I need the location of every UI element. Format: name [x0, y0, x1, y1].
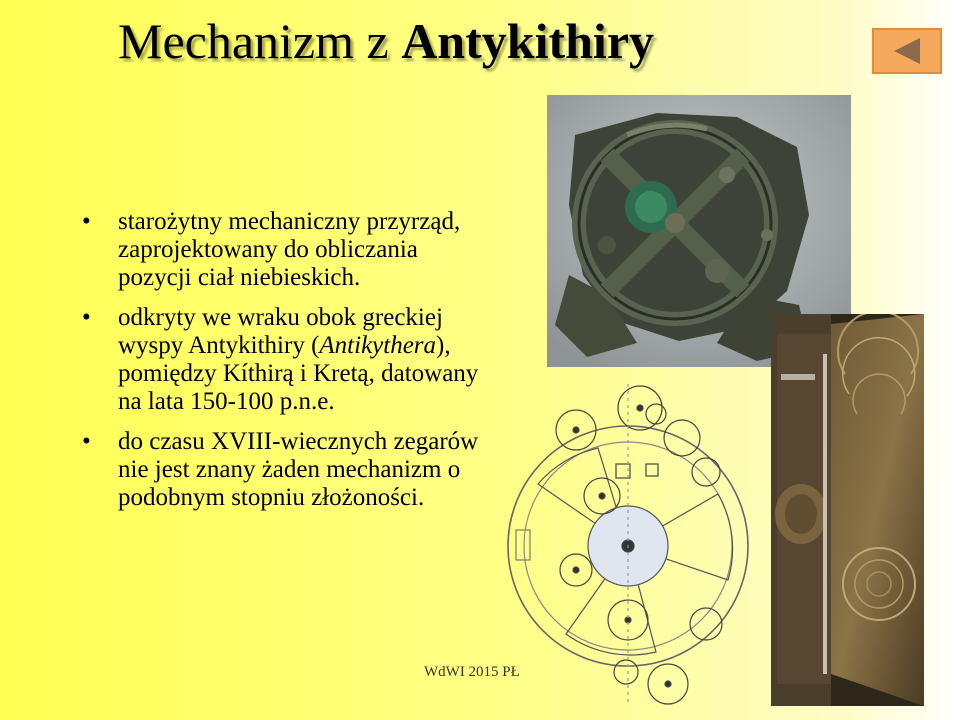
bullet-list [80, 208, 480, 524]
title-regular: Mechanizm z [118, 13, 402, 69]
mechanism-replica-photo [771, 314, 924, 706]
title-bold: Antykithiry [401, 13, 655, 69]
bullet-item: • do czasu XVIII-wiecznych zegarów nie jest znany żaden mechanizm o podobnym stopniu złożoności. [80, 428, 480, 512]
bullet-item: • starożytny mechaniczny przyrząd, zaprojektowany do obliczania pozycji ciał niebieskich. [80, 208, 480, 292]
gear-diagram [506, 384, 778, 706]
back-button[interactable] [872, 28, 942, 74]
footer-text: WdWI 2015 PŁ [424, 664, 520, 680]
slide-title [118, 12, 654, 70]
bullet-item: • odkryty we wraku obok greckiej wyspy Antykithiry (Antikythera), pomiędzy Kíthirą i Kretą, datowany na lata 150-100 p.n.e. [80, 304, 480, 416]
